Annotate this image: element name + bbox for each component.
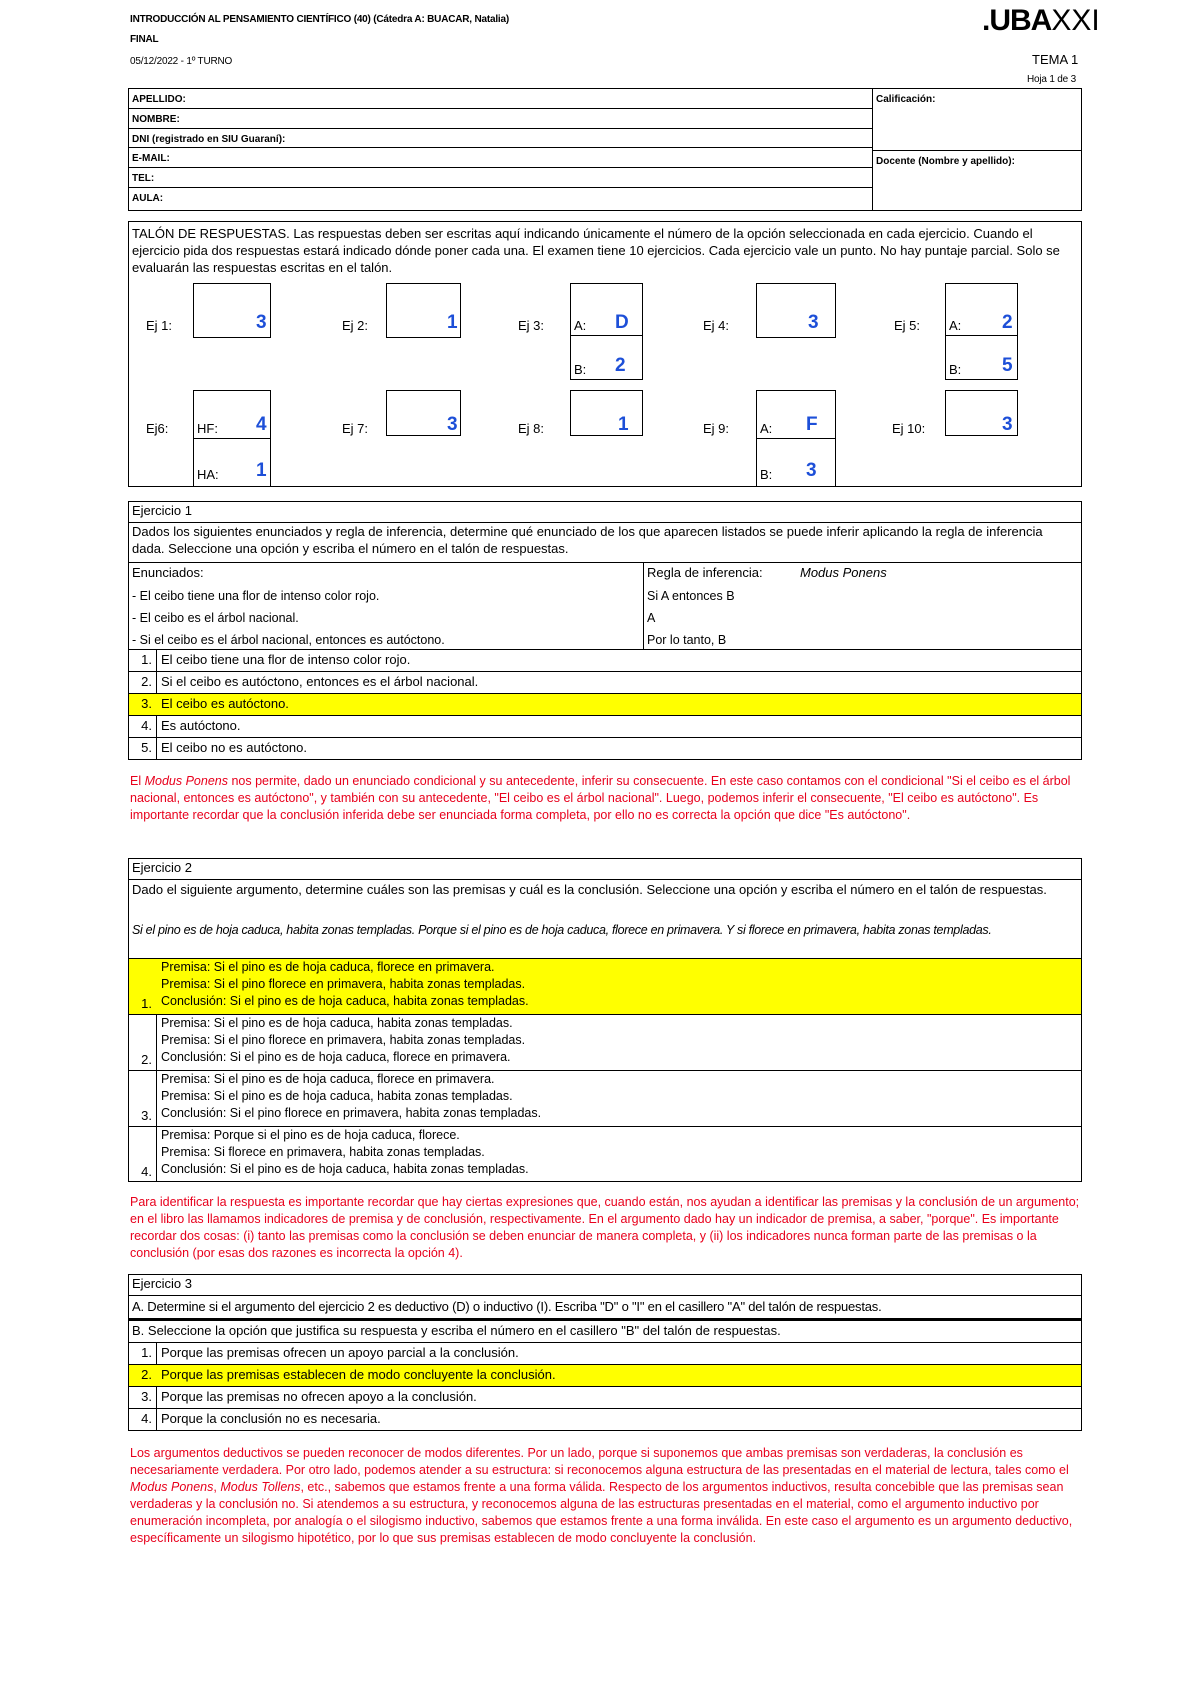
ej1-enunciados-label: Enunciados: (132, 565, 204, 580)
ej6-hf-label: HF: (197, 421, 218, 436)
ej9-label: Ej 9: (703, 421, 730, 436)
nombre-field[interactable]: NOMBRE: (132, 114, 180, 125)
ej3-part-a: A. Determine si el argumento del ejercicio 2 es deductivo (D) o inductivo (I). Escriba "D" o "I" en el casillero "A" del talón de respuestas. (132, 1299, 882, 1314)
ej1-answer: 3 (256, 312, 267, 333)
ej1-option-3-num: 3. (141, 696, 152, 711)
ej2-opt4-line1: Premisa: Porque si el pino es de hoja caduca, florece. (161, 1128, 460, 1142)
ej1-option-5-num: 5. (141, 740, 152, 755)
ej2-option-1-num: 1. (141, 996, 152, 1011)
ej1-regla-1: Si A entonces B (647, 589, 735, 603)
ej1-option-1: El ceibo tiene una flor de intenso color rojo. (161, 652, 411, 667)
ej2-option-2-num: 2. (141, 1052, 152, 1067)
tel-field[interactable]: TEL: (132, 173, 155, 184)
ej5-a-label: A: (949, 318, 962, 333)
ej2-opt4-line2: Premisa: Si florece en primavera, habita zonas templadas. (161, 1145, 485, 1159)
ej2-argument: Si el pino es de hoja caduca, habita zonas templadas. Porque si el pino es de hoja caduca, florece en primavera. Y si florece en primavera, habita zonas templadas. (132, 923, 992, 937)
ej1-regla-label: Regla de inferencia: (647, 565, 763, 580)
ej10-answer: 3 (1002, 414, 1013, 435)
ej2-prompt: Dado el siguiente argumento, determine cuáles son las premisas y cuál es la conclusión. Seleccione una opción y escriba el número en el talón de respuestas. (132, 882, 1047, 897)
ej9-a-label: A: (760, 421, 773, 436)
ej2-opt1-line2: Premisa: Si el pino florece en primavera, habita zonas templadas. (161, 977, 526, 991)
ej2-label: Ej 2: (342, 318, 369, 333)
ej4-answer-box[interactable] (756, 283, 836, 338)
course-title: INTRODUCCIÓN AL PENSAMIENTO CIENTÍFICO (40) (Cátedra A: BUACAR, Natalia) (130, 14, 509, 25)
ej1-expl-part2: nos permite, dado un enunciado condicional y su antecedente, inferir su consecuente. En este caso contamos con el condicional "Si el ceibo es el árbol nacional, entonces es autóctono", y también con su antecedente, "El ceibo es el árbol nacional". Luego, podemos inferir el consecuente, "El ceibo es autóctono". Es importante recordar que la conclusión inferida debe ser enunciada forma completa, por ello no es correcta la opción que dice "Es autóctono". (130, 774, 1071, 822)
ej8-answer: 1 (618, 414, 629, 435)
ej7-label: Ej 7: (342, 421, 369, 436)
ej3-expl-italic1: Modus Ponens (130, 1480, 214, 1494)
ej2-opt2-line3: Conclusión: Si el pino es de hoja caduca, florece en primavera. (161, 1050, 511, 1064)
ej3-option-3: Porque las premisas no ofrecen apoyo a la conclusión. (161, 1389, 477, 1404)
ej9-a-answer: F (806, 414, 818, 435)
ej1-option-4: Es autóctono. (161, 718, 241, 733)
ej3-option-4: Porque la conclusión no es necesaria. (161, 1411, 381, 1426)
answer-sheet-instructions: TALÓN DE RESPUESTAS. Las respuestas deben ser escritas aquí indicando únicamente el número de la opción seleccionada en cada ejercicio. Cuando el ejercicio pida dos respuestas estará indicado dónde poner cada una. El examen tiene 10 ejercicios. Cada ejercicio vale un punto. No hay puntaje parcial. Solo se evaluarán las respuestas escritas en el talón. (132, 226, 1060, 275)
aula-field[interactable]: AULA: (132, 193, 164, 204)
ej3-label: Ej 3: (518, 318, 545, 333)
ej9-b-label: B: (760, 467, 773, 482)
ej1-option-5: El ceibo no es autóctono. (161, 740, 307, 755)
ej3-option-3-num: 3. (141, 1389, 152, 1404)
tema-label: TEMA 1 (1032, 52, 1079, 67)
ej2-explanation: Para identificar la respuesta es importante recordar que hay ciertas expresiones que, cuando están, nos ayudan a identificar las premisas y la conclusión de un argumento; en el libro las llamamos indicadores de premisa y de conclusión, respectivamente. En el argumento dado hay un indicador de premisa, a saber, "porque". Es importante recordar dos cosas: (i) tanto las premisas como la conclusión se deben enunciar de manera completa, y (ii) los indicadores nunca forman parte de las premisas o la conclusión (por esas dos razones es incorrecta la opción 4). (130, 1195, 1080, 1260)
calificacion-field[interactable]: Calificación: (876, 94, 936, 105)
ej2-opt3-line2: Premisa: Si el pino es de hoja caduca, habita zonas templadas. (161, 1089, 513, 1103)
page-count: Hoja 1 de 3 (1027, 74, 1076, 85)
ej1-option-2-num: 2. (141, 674, 152, 689)
ej3-b-label: B: (574, 362, 587, 377)
ej2-option-4 (161, 1127, 529, 1178)
ej1-option-1-num: 1. (141, 652, 152, 667)
logo-suffix: XXI (1051, 4, 1100, 37)
ej2-opt3-line1: Premisa: Si el pino es de hoja caduca, florece en primavera. (161, 1072, 495, 1086)
ej1-enunciado-3: - Si el ceibo es el árbol nacional, entonces es autóctono. (132, 633, 445, 647)
ej3-a-label: A: (574, 318, 587, 333)
ej5-b-label: B: (949, 362, 962, 377)
uba-xxi-logo (982, 4, 1100, 38)
ej2-opt2-line2: Premisa: Si el pino florece en primavera, habita zonas templadas. (161, 1033, 526, 1047)
ej3-explanation (130, 1445, 1080, 1547)
email-field[interactable]: E-MAIL: (132, 153, 170, 164)
ej2-opt1-line1: Premisa: Si el pino es de hoja caduca, florece en primavera. (161, 960, 495, 974)
ej10-label: Ej 10: (892, 421, 926, 436)
ej3-option-1-num: 1. (141, 1345, 152, 1360)
ej6-hf-answer: 4 (256, 414, 267, 435)
ej2-option-4-num: 4. (141, 1164, 152, 1179)
ej3-b-answer: 2 (615, 355, 626, 376)
ej3-part-b: B. Seleccione la opción que justifica su respuesta y escriba el número en el casillero "B" del talón de respuestas. (132, 1323, 781, 1338)
ej1-regla-name: Modus Ponens (800, 565, 887, 580)
ej9-b-answer: 3 (806, 460, 817, 481)
ej1-option-4-num: 4. (141, 718, 152, 733)
ej7-answer: 3 (447, 414, 458, 435)
ej2-opt4-line3: Conclusión: Si el pino es de hoja caduca, habita zonas templadas. (161, 1162, 529, 1176)
docente-field[interactable]: Docente (Nombre y apellido): (876, 156, 1015, 167)
ej2-opt2-line1: Premisa: Si el pino es de hoja caduca, habita zonas templadas. (161, 1016, 513, 1030)
ej4-label: Ej 4: (703, 318, 730, 333)
ej3-title: Ejercicio 3 (132, 1276, 192, 1291)
ej1-option-3: El ceibo es autóctono. (161, 696, 289, 711)
ej2-title: Ejercicio 2 (132, 860, 192, 875)
ej2-option-3-num: 3. (141, 1108, 152, 1123)
ej2-option-2 (161, 1015, 525, 1066)
ej8-label: Ej 8: (518, 421, 545, 436)
ej5-b-answer: 5 (1002, 355, 1013, 376)
ej8-answer-box[interactable] (570, 390, 643, 436)
exam-date: 05/12/2022 - 1º TURNO (130, 56, 233, 67)
ej4-answer: 3 (808, 312, 819, 333)
ej1-enunciado-2: - El ceibo es el árbol nacional. (132, 611, 299, 625)
ej2-option-1 (161, 959, 529, 1010)
ej2-option-3 (161, 1071, 541, 1122)
exam-type: FINAL (130, 34, 159, 45)
ej2-opt3-line3: Conclusión: Si el pino florece en primavera, habita zonas templadas. (161, 1106, 542, 1120)
ej1-expl-italic: Modus Ponens (144, 774, 228, 788)
ej1-explanation (130, 773, 1080, 824)
ej1-regla-3: Por lo tanto, B (647, 633, 727, 647)
ej1-option-2: Si el ceibo es autóctono, entonces es el árbol nacional. (161, 674, 479, 689)
ej1-prompt: Dados los siguientes enunciados y regla de inferencia, determine qué enunciado de los que aparecen listados se puede inferir aplicando la regla de inferencia dada. Seleccione una opción y escriba el número en el talón de respuestas. (132, 524, 1043, 556)
ej2-opt1-line3: Conclusión: Si el pino es de hoja caduca, habita zonas templadas. (161, 994, 529, 1008)
ej3-option-2-num: 2. (141, 1367, 152, 1382)
ej5-label: Ej 5: (894, 318, 921, 333)
ej6-ha-label: HA: (197, 467, 219, 482)
ej1-enunciado-1: - El ceibo tiene una flor de intenso color rojo. (132, 589, 380, 603)
ej3-expl-part2: , etc., sabemos que estamos frente a una forma válida. Respecto de los argumentos inductivos, resulta concebible que las premisas sean verdaderas y la conclusión no. Si atendemos a su estructura, y reconocemos alguna de las estructuras presentadas en el material, como el argumento inductivo por enumeración incompleta, por analogía o el silogismo inductivo, sabemos que estamos frente a una forma inválida. En este caso el argumento es un argumento deductivo, específicamente un silogismo hipotético, por lo que sus premisas establecen de modo concluyente la conclusión. (130, 1480, 1073, 1545)
ej1-regla-2: A (647, 611, 656, 625)
ej1-expl-part1: El (130, 774, 145, 788)
ej3-expl-italic2: Modus Tollens (220, 1480, 301, 1494)
ej3-option-4-num: 4. (141, 1411, 152, 1426)
ej3-a-answer: D (615, 312, 629, 333)
ej2-answer: 1 (447, 312, 458, 333)
ej6-ha-answer: 1 (256, 460, 267, 481)
apellido-field[interactable]: APELLIDO: (132, 94, 186, 105)
ej3-option-1: Porque las premisas ofrecen un apoyo parcial a la conclusión. (161, 1345, 519, 1360)
logo-main: .UBA (982, 4, 1052, 37)
ej5-a-answer: 2 (1002, 312, 1013, 333)
dni-field[interactable]: DNI (registrado en SIU Guaraní): (132, 134, 286, 145)
ej6-label: Ej6: (146, 421, 169, 436)
ej3-expl-sep: , (213, 1480, 221, 1494)
ej1-title: Ejercicio 1 (132, 503, 192, 518)
ej3-option-2: Porque las premisas establecen de modo concluyente la conclusión. (161, 1367, 556, 1382)
ej1-label: Ej 1: (146, 318, 173, 333)
ej3-expl-part1: Los argumentos deductivos se pueden reconocer de modos diferentes. Por un lado, porque si suponemos que ambas premisas son verdaderas, la conclusión es necesariamente verdadera. Por otro lado, podemos atender a su estructura: si reconocemos alguna estructura de las presentadas en el material de lectura, tales como el (130, 1446, 1069, 1477)
